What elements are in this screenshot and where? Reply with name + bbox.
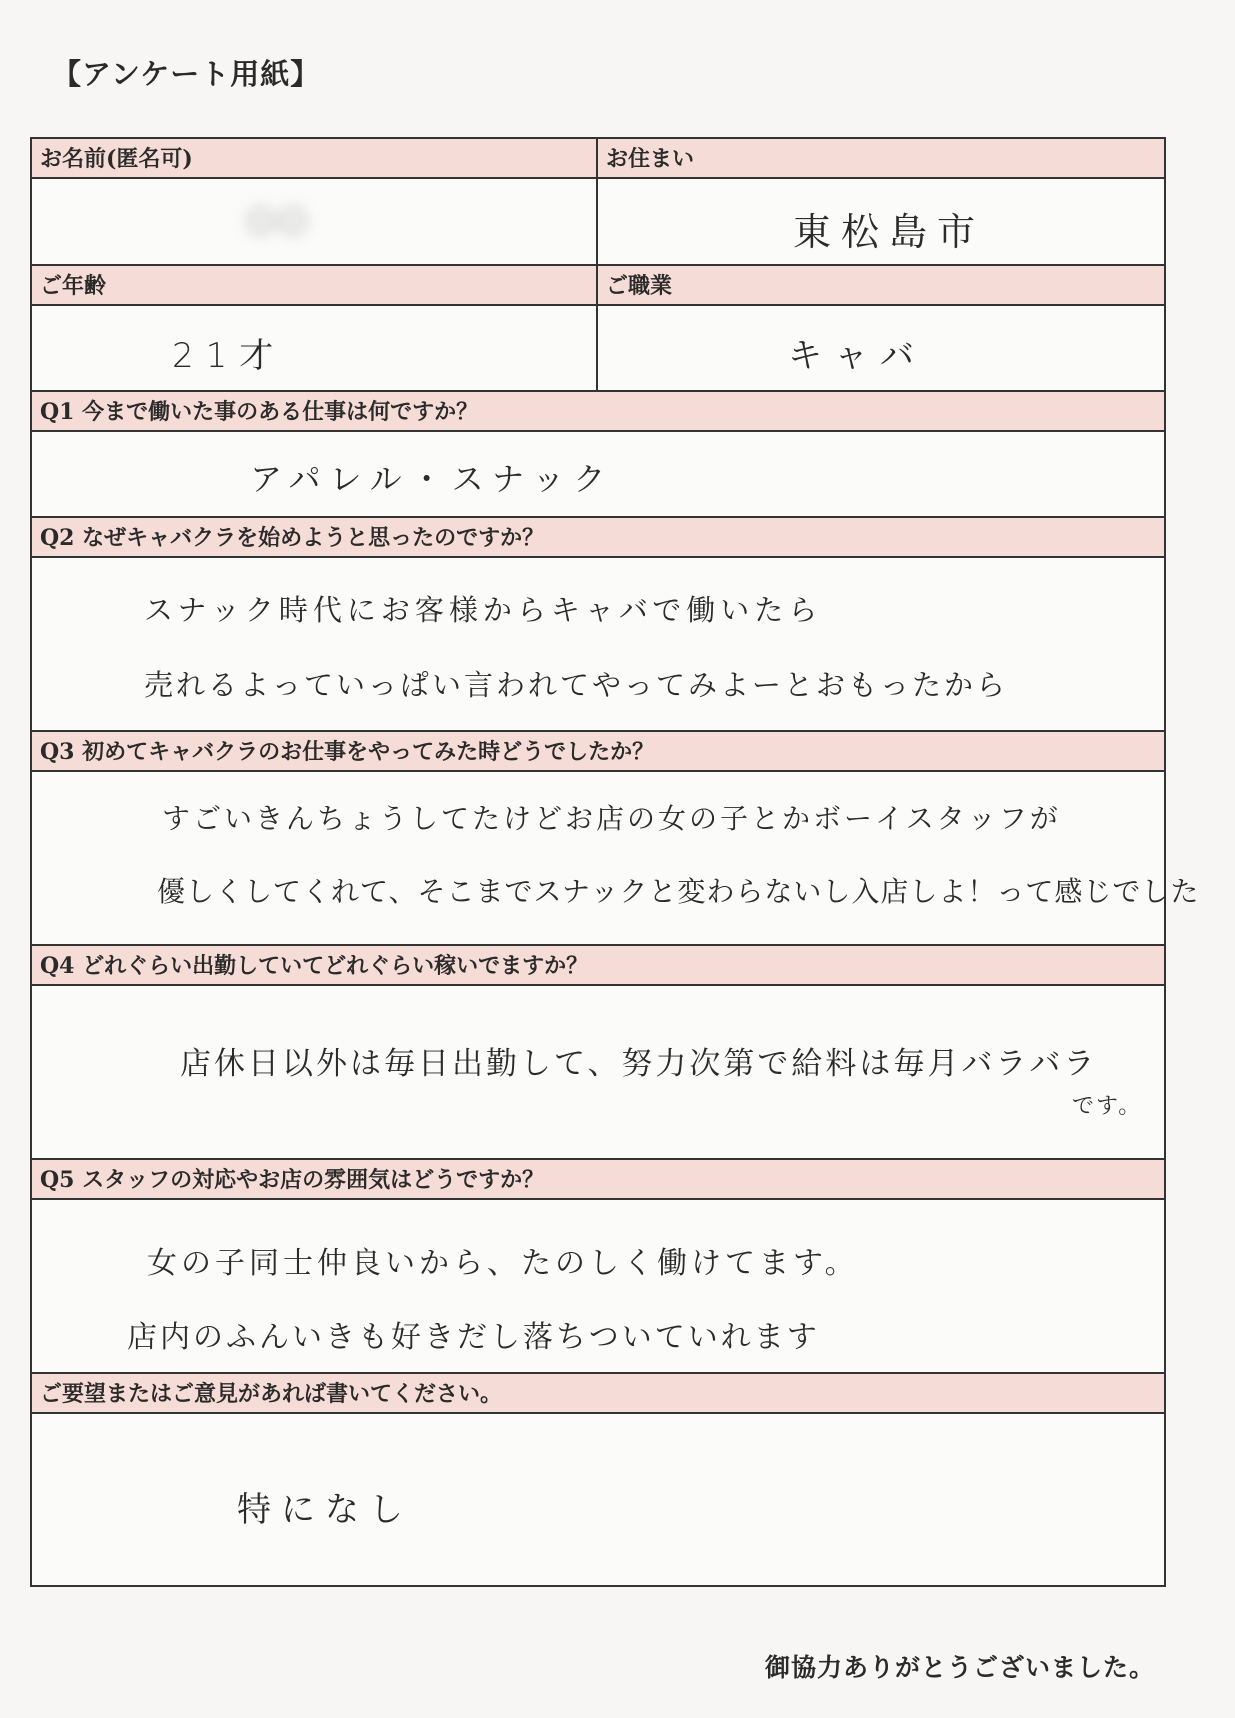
name-value-blurred: ○○ xyxy=(247,199,311,237)
q2-label: Q2 なぜキャバクラを始めようと思ったのですか？ xyxy=(32,516,1164,558)
q5-answer xyxy=(32,1200,1164,1372)
q5-answer-line-1: 女の子同士仲良いから、たのしく働けてます。 xyxy=(147,1246,859,1281)
q2-answer-line-1: スナック時代にお客様からキャバで働いたら xyxy=(144,593,823,627)
residence-cell xyxy=(598,139,1164,264)
q4-label: Q4 どれぐらい出勤していてどれぐらい稼いでますか？ xyxy=(32,944,1164,986)
thank-you-footer: 御協力ありがとうございました。 xyxy=(764,1653,1155,1682)
q3-answer xyxy=(32,772,1200,944)
q2-section xyxy=(32,516,1164,730)
occupation-cell xyxy=(598,264,1164,390)
requests-answer xyxy=(32,1414,1164,1585)
age-answer xyxy=(32,306,596,390)
occupation-value: キャバ xyxy=(788,336,926,376)
q3-answer-line-2: 優しくしてくれて、そこまでスナックと変わらないし入店しよ！って感じでした xyxy=(157,875,1200,908)
name-label: お名前(匿名可) xyxy=(32,139,596,179)
q1-answer xyxy=(32,432,1164,516)
q5-section xyxy=(32,1158,1164,1372)
age-occupation-row xyxy=(32,264,1164,390)
residence-answer xyxy=(598,179,1164,264)
survey-form xyxy=(30,137,1200,1587)
q3-answer-line-1: すごいきんちょうしてたけどお店の女の子とかボーイスタッフが xyxy=(162,802,1061,835)
q1-label: Q1 今まで働いた事のある仕事は何ですか？ xyxy=(32,390,1164,432)
requests-answer-line-1: 特になし xyxy=(237,1490,413,1530)
q4-answer-line-1: 店休日以外は毎日出勤して、努力次第で給料は毎月バラバラ xyxy=(180,1046,1098,1082)
occupation-label: ご職業 xyxy=(598,264,1164,306)
occupation-answer xyxy=(598,306,1164,390)
q2-answer xyxy=(32,558,1164,730)
q3-label: Q3 初めてキャバクラのお仕事をやってみた時どうでしたか？ xyxy=(32,730,1164,772)
requests-label: ご要望またはご意見があれば書いてください。 xyxy=(32,1372,1164,1414)
document-title: 【アンケート用紙】 xyxy=(52,57,321,91)
q4-answer xyxy=(32,986,1164,1158)
q4-answer-line-2: です。 xyxy=(1072,1094,1143,1119)
q5-answer-line-2: 店内のふんいきも好きだし落ちついていれます xyxy=(127,1320,820,1355)
q5-label: Q5 スタッフの対応やお店の雰囲気はどうですか？ xyxy=(32,1158,1164,1200)
age-label: ご年齢 xyxy=(32,264,596,306)
age-cell xyxy=(32,264,598,390)
q3-section xyxy=(32,730,1200,944)
residence-value: 東松島市 xyxy=(793,210,986,254)
q1-answer-line-1: アパレル・スナック xyxy=(250,460,615,498)
q4-section xyxy=(32,944,1164,1158)
q2-answer-line-2: 売れるよっていっぱい言われてやってみよーとおもったから xyxy=(144,668,1009,702)
q1-section xyxy=(32,390,1164,516)
age-value: 21才 xyxy=(172,336,286,376)
requests-section xyxy=(32,1372,1164,1585)
residence-label: お住まい xyxy=(598,139,1164,179)
name-residence-row xyxy=(32,139,1164,264)
name-answer xyxy=(32,179,596,264)
name-cell xyxy=(32,139,598,264)
